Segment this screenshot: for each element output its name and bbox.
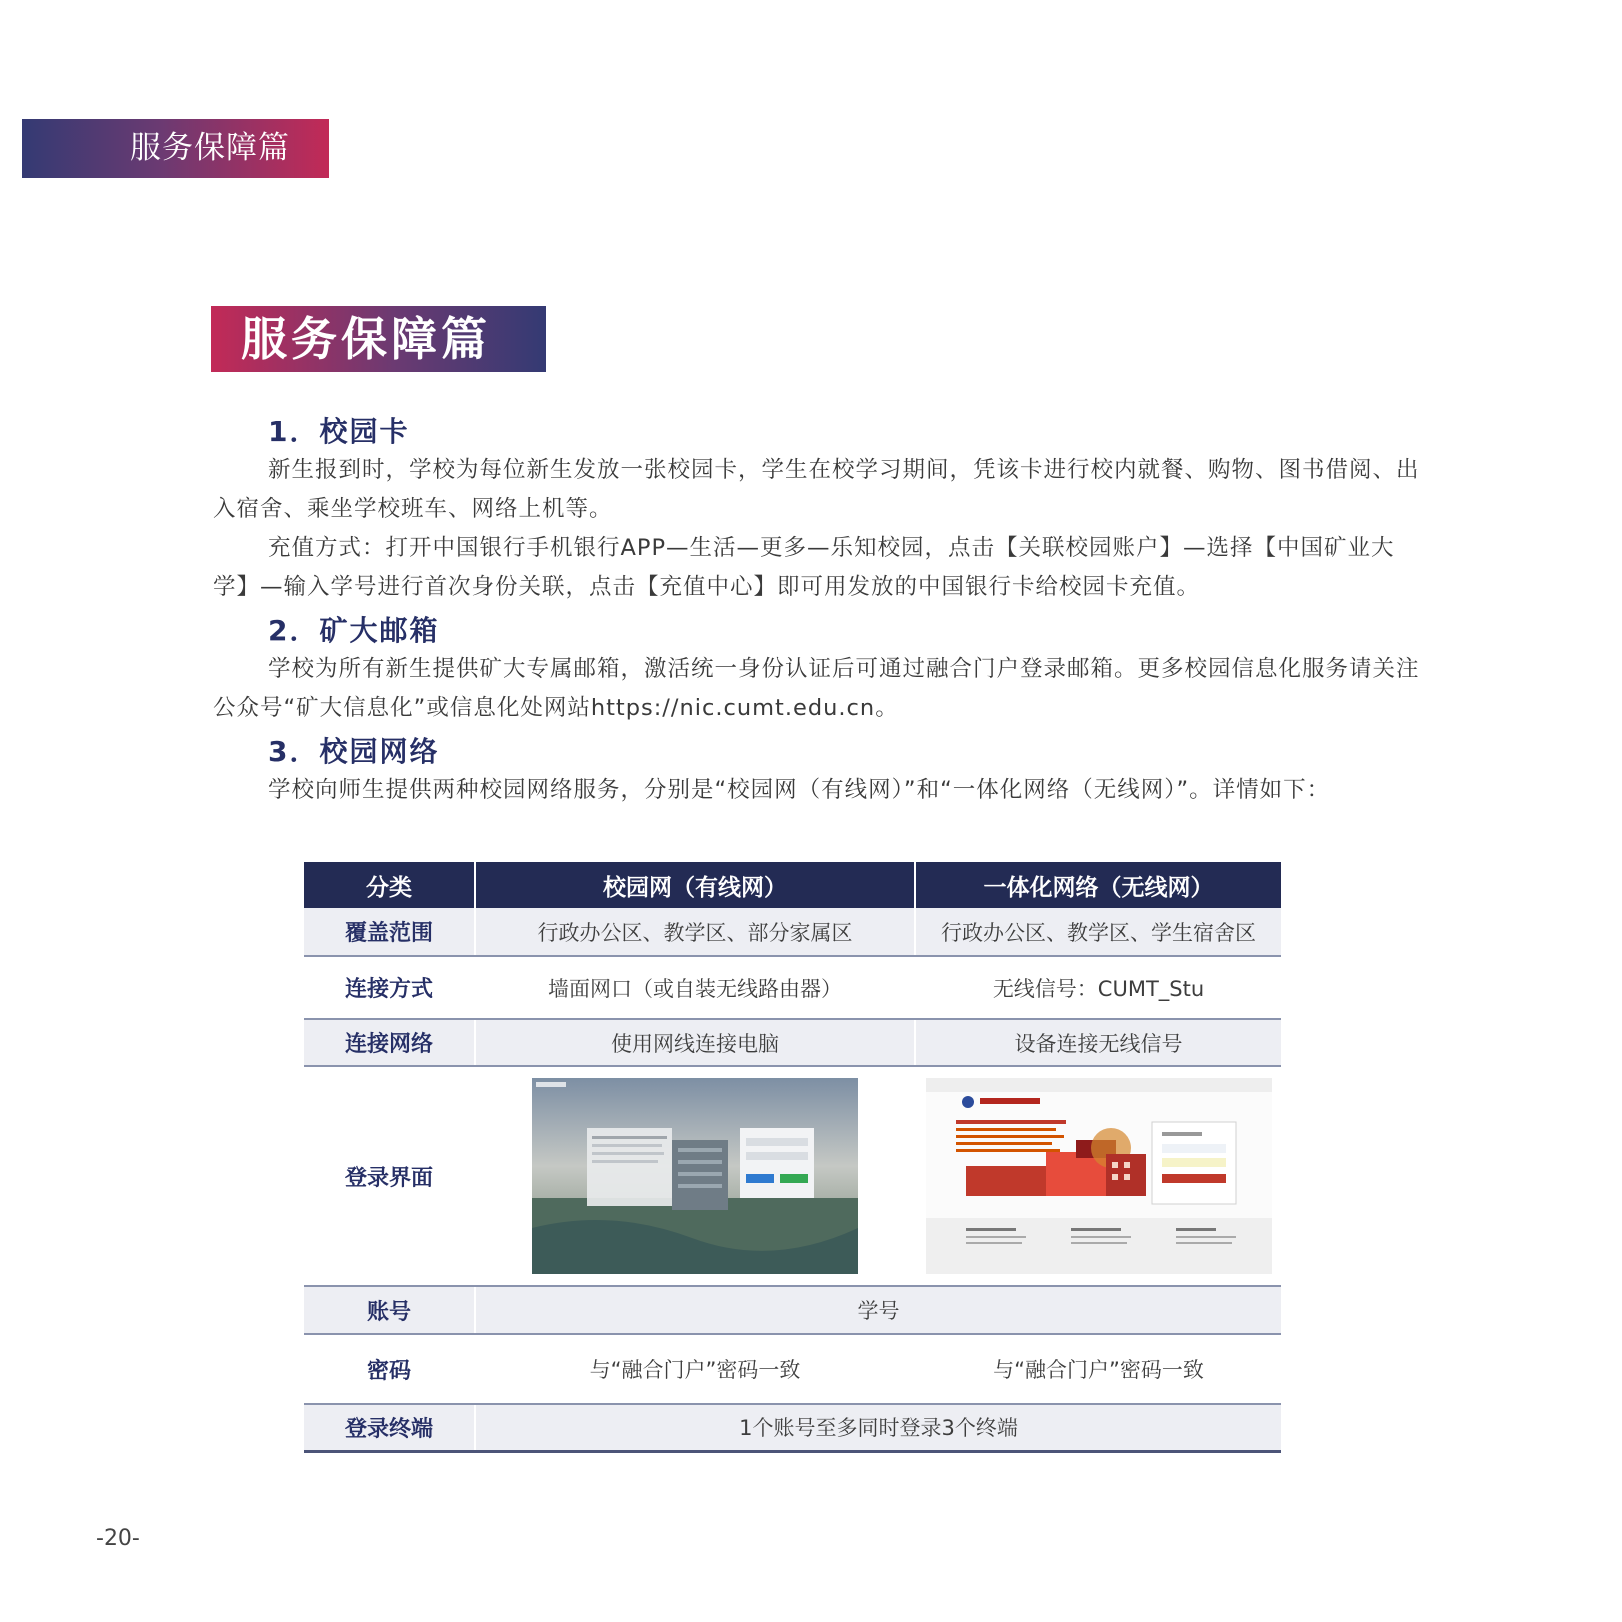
cell-login-ui-wired: [475, 1066, 915, 1286]
row-label-coverage: 覆盖范围: [304, 908, 475, 956]
header-wireless: 一体化网络（无线网）: [915, 862, 1281, 908]
cell-account-value: 学号: [475, 1286, 1281, 1334]
cell-connect-network-wired: 使用网线连接电脑: [475, 1019, 915, 1066]
table-row-terminals: [304, 1404, 1281, 1451]
cell-coverage-wired: 行政办公区、教学区、部分家属区: [475, 908, 915, 956]
table-row-account: [304, 1286, 1281, 1334]
header-category: 分类: [304, 862, 475, 908]
table-row-connect-network: [304, 1019, 1281, 1066]
cell-connect-network-wireless: 设备连接无线信号: [915, 1019, 1281, 1066]
section-1-paragraph-2: 充值方式：打开中国银行手机银行APP—生活—更多—乐知校园，点击【关联校园账户】—选择【中国矿业大学】—输入学号进行首次身份关联，点击【充值中心】即可用发放的中国银行卡给校园卡充值。: [213, 535, 1395, 600]
cell-login-ui-wireless: [915, 1066, 1281, 1286]
wired-login-screenshot: [532, 1078, 858, 1274]
cell-connect-method-wired: 墙面网口（或自装无线路由器）: [475, 956, 915, 1019]
cell-terminals-value: 1个账号至多同时登录3个终端: [475, 1404, 1281, 1451]
section-3-paragraph: 学校向师生提供两种校园网络服务，分别是“校园网（有线网）”和“一体化网络（无线网）”。详情如下：: [268, 777, 1331, 803]
header-tab: 服务保障篇: [22, 119, 329, 178]
row-label-terminals: 登录终端: [304, 1404, 475, 1451]
table-header-row: [304, 862, 1281, 908]
section-1-paragraph-1: 新生报到时，学校为每位新生发放一张校园卡，学生在校学习期间，凭该卡进行校内就餐、购物、图书借阅、出入宿舍、乘坐学校班车、网络上机等。: [213, 457, 1420, 522]
section-banner: 服务保障篇: [211, 306, 546, 372]
table-row-connect-method: [304, 956, 1281, 1019]
page-number: -20-: [96, 1526, 140, 1551]
section-2-paragraph: 学校为所有新生提供矿大专属邮箱，激活统一身份认证后可通过融合门户登录邮箱。更多校园信息化服务请关注公众号“矿大信息化”或信息化处网站https://nic.cumt.edu.cn。: [213, 656, 1420, 721]
row-label-account: 账号: [304, 1286, 475, 1334]
section-3-title: 3．校园网络: [268, 735, 440, 768]
section-2-title: 2．矿大邮箱: [268, 614, 440, 647]
network-comparison-table: [304, 862, 1281, 1453]
cell-coverage-wireless: 行政办公区、教学区、学生宿舍区: [915, 908, 1281, 956]
wireless-login-screenshot: [926, 1078, 1272, 1274]
cell-password-wired: 与“融合门户”密码一致: [475, 1334, 915, 1404]
cell-password-wireless: 与“融合门户”密码一致: [915, 1334, 1281, 1404]
table-row-password: [304, 1334, 1281, 1404]
table-row-login-ui: [304, 1066, 1281, 1286]
row-label-login-ui: 登录界面: [304, 1066, 475, 1286]
cell-connect-method-wireless: 无线信号：CUMT_Stu: [915, 956, 1281, 1019]
table-row-coverage: [304, 908, 1281, 956]
row-label-connect-network: 连接网络: [304, 1019, 475, 1066]
header-wired: 校园网（有线网）: [475, 862, 915, 908]
row-label-password: 密码: [304, 1334, 475, 1404]
row-label-connect-method: 连接方式: [304, 956, 475, 1019]
section-1-title: 1．校园卡: [268, 415, 410, 448]
